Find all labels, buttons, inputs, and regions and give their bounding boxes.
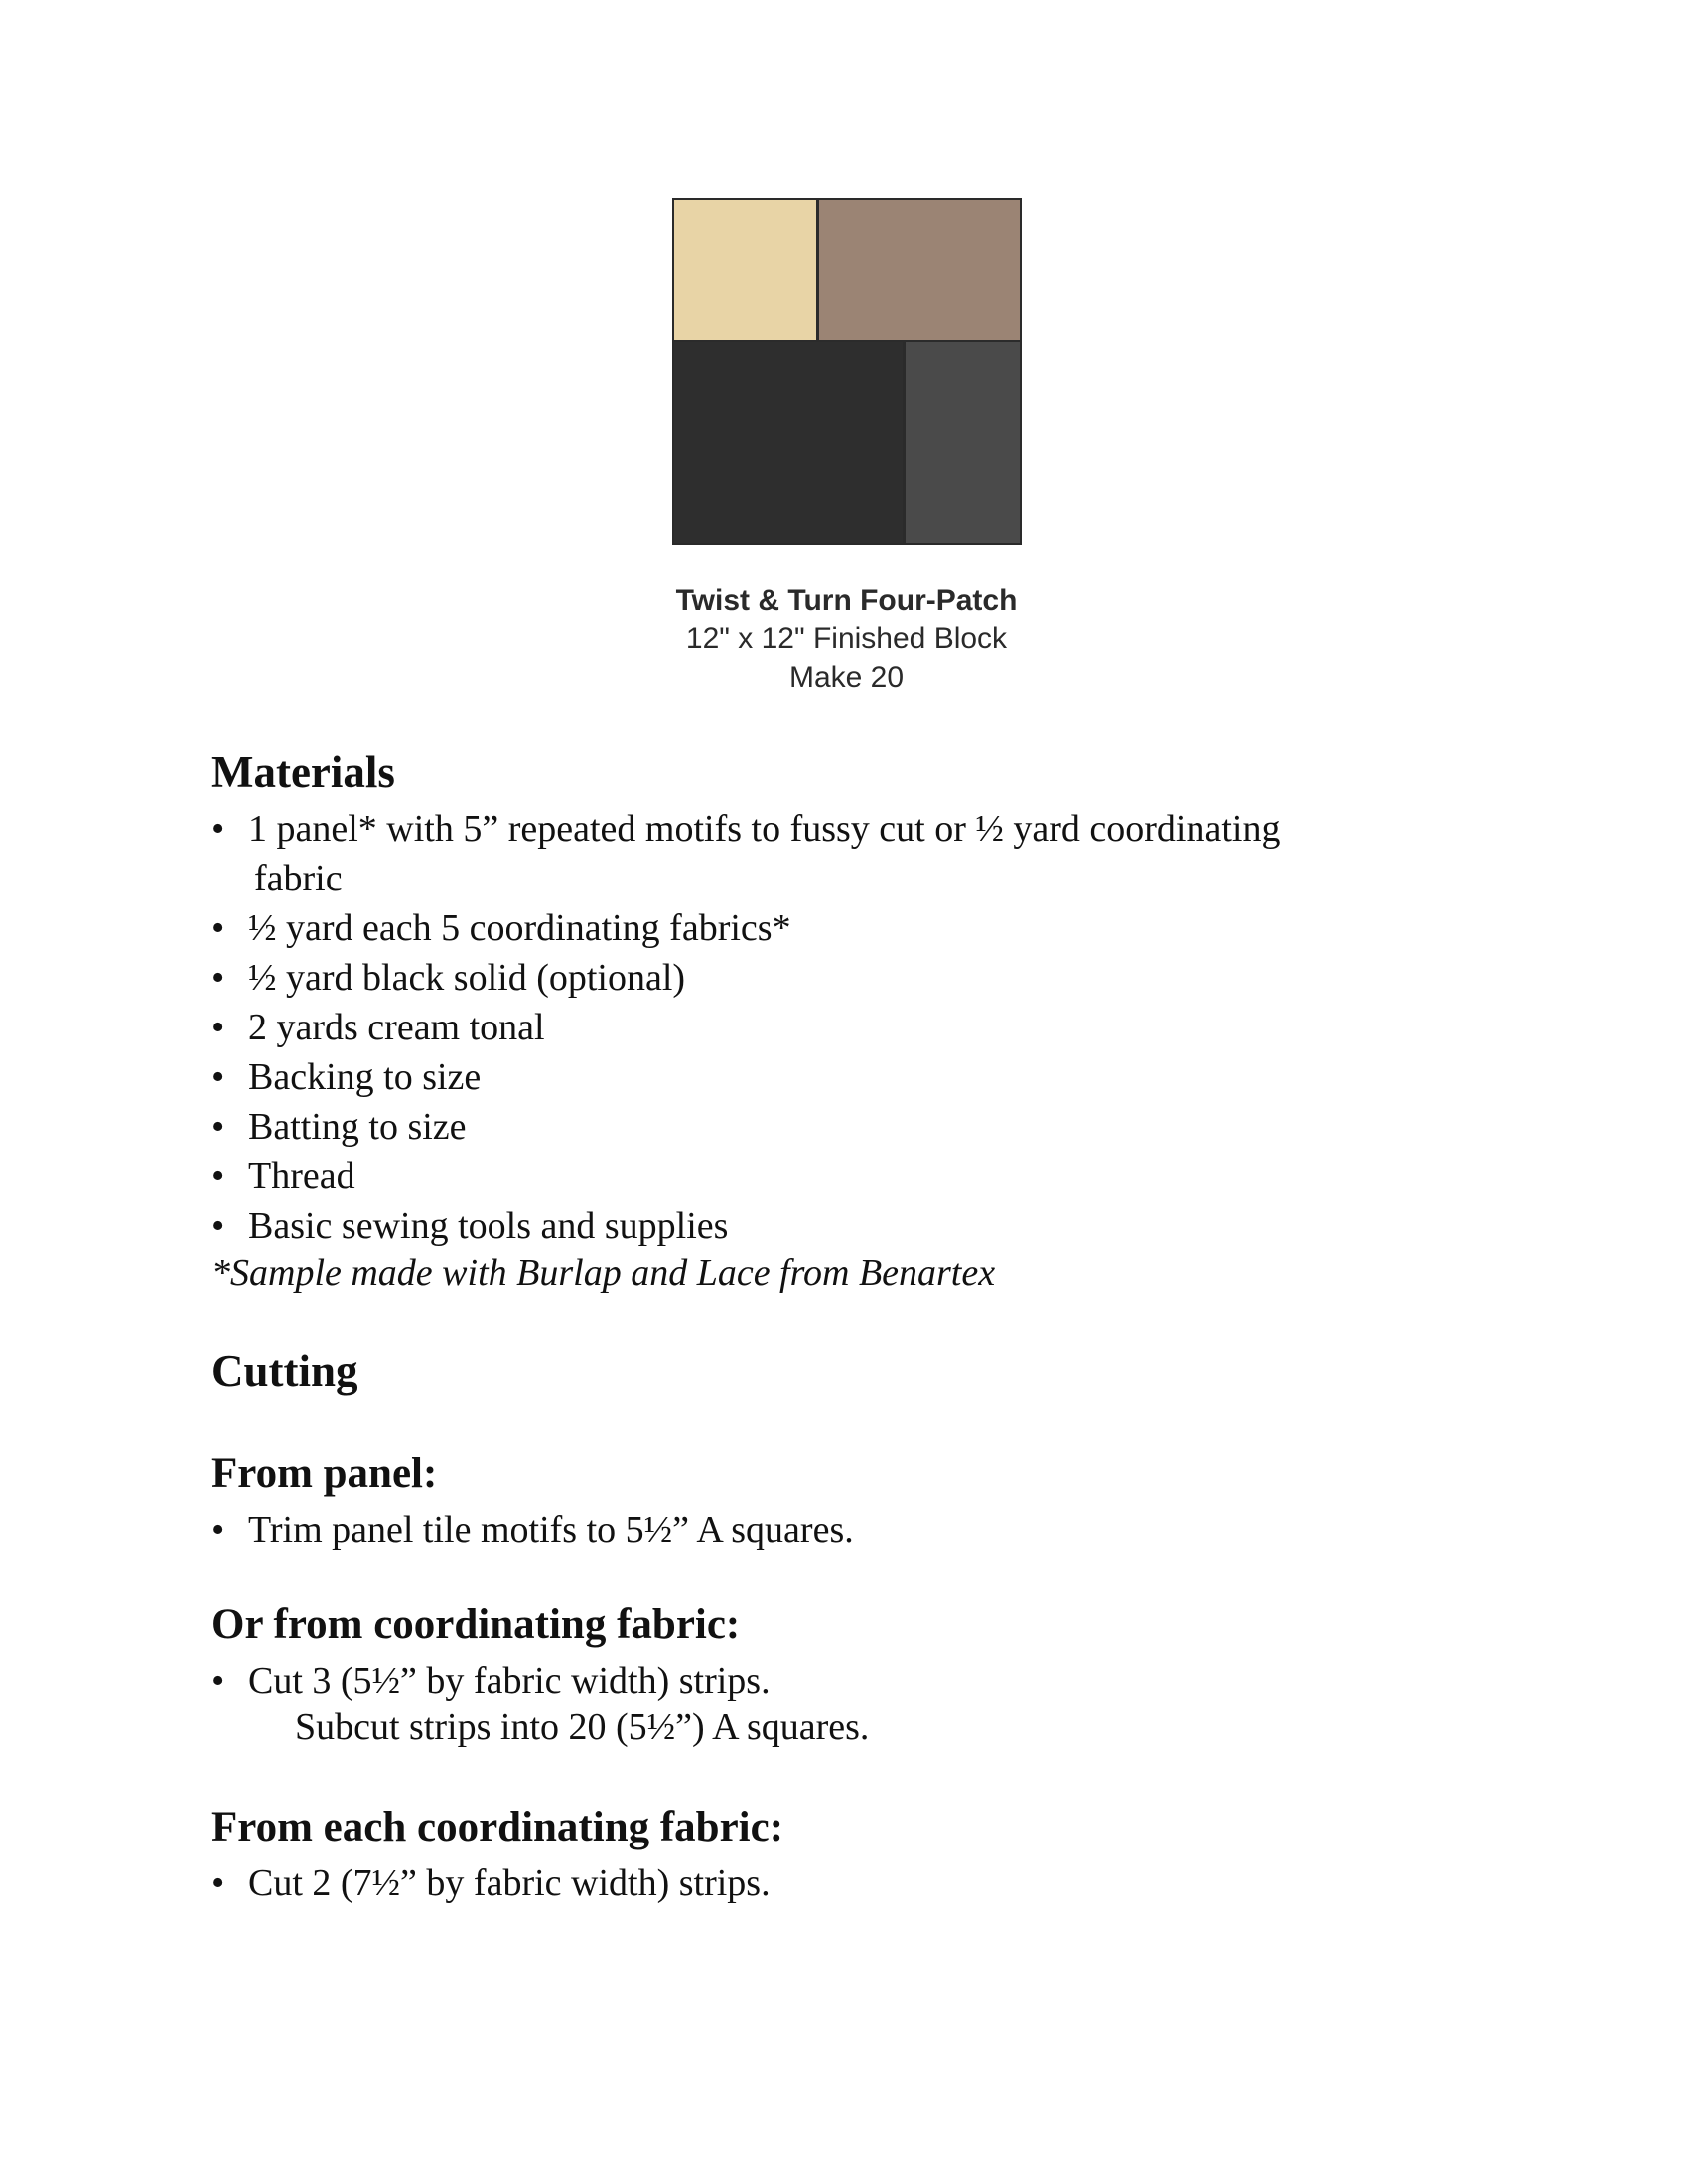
list-item: • ½ yard each 5 coordinating fabrics* [211, 903, 1453, 953]
list-item: • Cut 3 (5½” by fabric width) strips. [211, 1656, 1453, 1706]
from-panel-heading: From panel: [211, 1450, 438, 1497]
block-make-count: Make 20 [788, 661, 905, 694]
block-title: Twist & Turn Four-Patch [675, 584, 1018, 616]
block-caption [596, 581, 1097, 697]
cream-patch [674, 200, 819, 342]
gray-patch [906, 342, 1020, 543]
list-item: • Backing to size [211, 1052, 1453, 1102]
block-diagram [672, 198, 1022, 545]
taupe-patch [819, 200, 1020, 342]
list-item: • Thread [211, 1152, 1453, 1201]
black-patch [674, 342, 906, 543]
materials-list [211, 804, 1453, 1251]
from-each-list [211, 1858, 1453, 1908]
list-item: • Basic sewing tools and supplies [211, 1201, 1453, 1251]
list-item: • Cut 2 (7½” by fabric width) strips. [211, 1858, 1453, 1908]
from-each-heading: From each coordinating fabric: [211, 1804, 784, 1850]
from-coordinating-heading: Or from coordinating fabric: [211, 1601, 741, 1648]
block-size: 12" x 12" Finished Block [685, 622, 1008, 655]
list-item: • 1 panel* with 5” repeated motifs to fussy cut or ½ yard coordinating fabric [211, 804, 1453, 903]
list-item: • Trim panel tile motifs to 5½” A squares. [211, 1505, 1453, 1555]
from-coordinating-list [211, 1656, 1453, 1706]
materials-heading: Materials [211, 748, 395, 797]
subcut-line: Subcut strips into 20 (5½”) A squares. [295, 1706, 870, 1748]
list-item: • ½ yard black solid (optional) [211, 953, 1453, 1003]
list-item: • 2 yards cream tonal [211, 1003, 1453, 1052]
list-item: • Batting to size [211, 1102, 1453, 1152]
cutting-heading: Cutting [211, 1346, 358, 1396]
sample-note: *Sample made with Burlap and Lace from Benartex [211, 1252, 996, 1294]
from-panel-list [211, 1505, 1453, 1555]
